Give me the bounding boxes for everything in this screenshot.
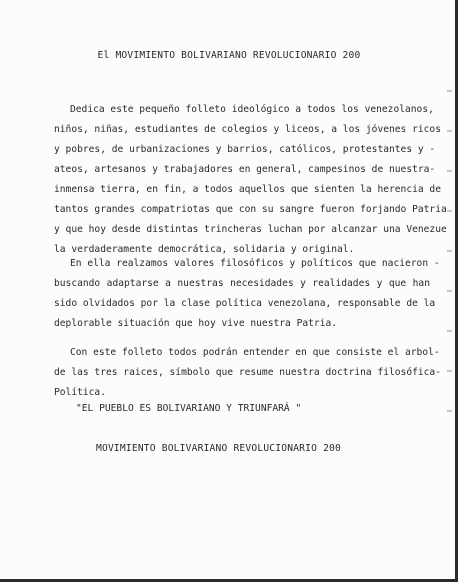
text-line: la verdaderamente democrática, solidaria y original.	[54, 244, 355, 255]
paragraph-tree-doctrine	[54, 343, 441, 403]
document-title: El MOVIMIENTO BOLIVARIANO REVOLUCIONARIO 200	[97, 50, 361, 61]
text-line: inmensa tierra, en fin, a todos aquellos que sienten la herencia de	[54, 184, 441, 195]
text-line: Con este folleto todos podrán entender en que consiste el arbol-	[70, 347, 440, 358]
signature-organization: MOVIMIENTO BOLIVARIANO REVOLUCIONARIO 200	[96, 443, 342, 454]
text-line: sido olvidados por la clase política venezolana, responsable de la	[54, 298, 436, 309]
text-line: Política.	[54, 387, 106, 398]
slogan-quote: "EL PUEBLO ES BOLIVARIANO Y TRIUNFARÁ "	[76, 403, 302, 414]
paragraph-values	[54, 254, 440, 334]
text-line: buscando adaptarse a nuestras necesidades y realidades y que han	[54, 278, 430, 289]
text-line: y que hoy desde distintas trincheras luchan por alcanzar una Venezue	[54, 224, 447, 235]
text-line: tantos grandes compatriotas que con su sangre fueron forjando Patria	[54, 204, 447, 215]
text-line: deplorable situación que hoy vive nuestra Patria.	[54, 318, 338, 329]
text-line: de las tres raices, símbolo que resume nuestra doctrina filosófica-	[54, 367, 441, 378]
text-line: ateos, artesanos y trabajadores en general, campesinos de nuestra-	[54, 164, 436, 175]
binder-marks	[446, 90, 452, 450]
text-line: Dedica este pequeño folleto ideológico a todos los venezolanos,	[70, 104, 434, 115]
text-line: niños, niñas, estudiantes de colegios y liceos, a los jóvenes ricos	[54, 124, 441, 135]
text-line: y pobres, de urbanizaciones y barrios, católicos, protestantes y -	[54, 144, 436, 155]
text-line: En ella realzamos valores filosóficos y políticos que nacieron -	[70, 258, 440, 269]
paragraph-dedication	[54, 100, 447, 260]
